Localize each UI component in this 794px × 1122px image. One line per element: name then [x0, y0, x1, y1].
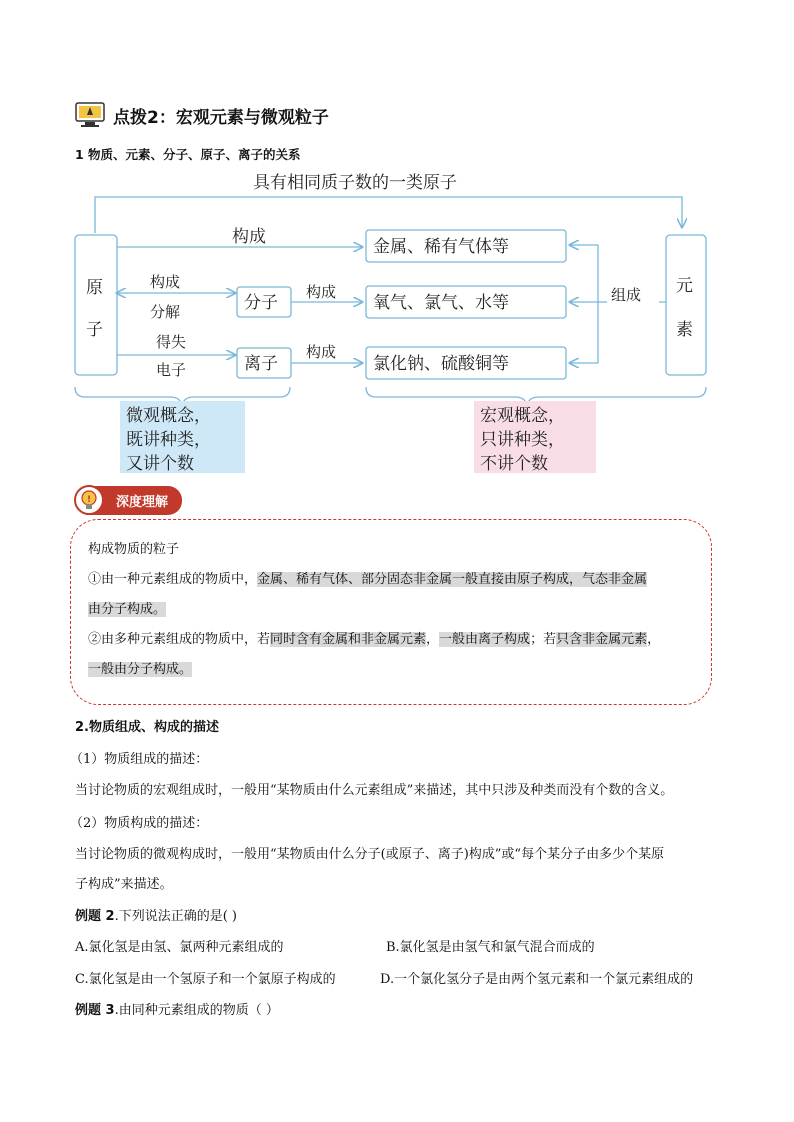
- depth-paragraph-2b: [88, 655, 700, 685]
- depth-p2-c: ；若: [530, 632, 557, 647]
- example2-label: 例题 2: [75, 909, 115, 924]
- section2-item2-text-2: 子构成”来描述。: [75, 877, 173, 892]
- depth-badge-label: 深度理解: [86, 486, 182, 515]
- label-gouchen-mol: 构成: [306, 283, 337, 301]
- subsection-title: 1 物质、元素、分子、原子、离子的关系: [75, 147, 301, 162]
- macro-line-2: 只讲种类，: [480, 430, 565, 450]
- example2-option-c: C.氯化氢是由一个氢原子和一个氯原子构成的: [75, 972, 336, 987]
- top-label: 具有相同质子数的一类原子: [253, 173, 457, 193]
- element-char-1: 元: [676, 276, 693, 296]
- label-zucheng: 组成: [611, 286, 642, 304]
- depth-p2-highlight-3: 只含非金属元素: [556, 632, 648, 647]
- example3-question: [75, 999, 279, 1018]
- example3-stem: .由同种元素组成的物质（ ）: [114, 1003, 279, 1018]
- section-title: 点拨2：宏观元素与微观粒子: [113, 107, 329, 128]
- macro-line-3: 不讲个数: [480, 454, 548, 474]
- atom-box: [75, 235, 117, 375]
- label-gouchen-ion: 构成: [306, 343, 337, 361]
- atom-char-2: 子: [86, 320, 103, 340]
- depth-p2-highlight-1: 同时含有金属和非金属元素: [270, 632, 427, 647]
- depth-p1-a: ①由一种元素组成的物质中，: [88, 572, 258, 587]
- depth-p2-highlight-2: 一般由离子构成: [439, 632, 531, 647]
- top-connector: [95, 197, 682, 233]
- example2-option-b: B.氯化氢是由氢气和氯气混合而成的: [386, 940, 595, 955]
- example3-label: 例题 3: [75, 1003, 115, 1018]
- element-char-2: 素: [676, 320, 693, 340]
- micro-line-1: 微观概念，: [126, 406, 211, 426]
- section2-item1: （1）物质组成的描述：: [70, 752, 209, 767]
- label-deshi-1: 得失: [156, 333, 187, 351]
- macro-line-1: 宏观概念，: [480, 406, 565, 426]
- example2-question: [75, 905, 237, 924]
- depth-p2-highlight-4: 一般由分子构成。: [88, 662, 193, 677]
- atom-char-1: 原: [86, 278, 103, 298]
- label-fenjie: 分解: [150, 303, 181, 321]
- example2-option-a: A.氯化氢是由氢、氯两种元素组成的: [75, 940, 284, 955]
- label-gouchen-left: 构成: [150, 273, 181, 291]
- micro-line-3: 又讲个数: [126, 454, 194, 474]
- ion-label: 离子: [244, 354, 278, 374]
- micro-line-2: 既讲种类，: [126, 430, 211, 450]
- example2-option-d: D.一个氯化氢分子是由两个氢元素和一个氯元素组成的: [380, 972, 694, 987]
- section2-item1-text: 当讨论物质的宏观组成时，一般用“某物质由什么元素组成”来描述，其中只涉及种类而没有个数的含义。: [75, 783, 674, 798]
- relationship-diagram: [70, 165, 720, 480]
- lightbulb-icon: [74, 485, 104, 515]
- label-gouchen-top: 构成: [232, 227, 266, 247]
- depth-paragraph-1: [88, 565, 700, 595]
- depth-p1-highlight-2: 由分子构成。: [88, 602, 167, 617]
- section2-item2: （2）物质构成的描述：: [70, 816, 209, 831]
- depth-p1-highlight: 金属、稀有气体、部分固态非金属一般直接由原子构成，气态非金属: [257, 572, 648, 587]
- svg-text:!: !: [87, 495, 92, 505]
- depth-badge: [74, 484, 182, 516]
- depth-paragraph-2: [88, 625, 700, 655]
- example2-stem: .下列说法正确的是( ): [114, 909, 237, 924]
- lesson-icon: [75, 102, 105, 128]
- depth-heading: 构成物质的粒子: [88, 542, 180, 557]
- molecule-label: 分子: [244, 293, 278, 313]
- depth-p2-b: ，: [426, 632, 440, 647]
- label-deshi-2: 电子: [156, 361, 187, 379]
- depth-p2-d: ，: [647, 632, 661, 647]
- depth-paragraph-1b: [88, 595, 700, 625]
- section2-title: 2.物质组成、构成的描述: [75, 720, 219, 735]
- substance-1: 金属、稀有气体等: [373, 237, 509, 257]
- substance-3: 氯化钠、硫酸铜等: [373, 354, 509, 374]
- section2-item2-text-1: 当讨论物质的微观构成时，一般用“某物质由什么分子(或原子、离子)构成”或“每个某分子由多少个某原: [75, 847, 665, 862]
- element-box: [666, 235, 706, 375]
- depth-content: [88, 535, 700, 685]
- section-heading: [75, 100, 329, 130]
- substance-2: 氧气、氯气、水等: [373, 293, 509, 313]
- depth-p2-a: ②由多种元素组成的物质中，若: [88, 632, 271, 647]
